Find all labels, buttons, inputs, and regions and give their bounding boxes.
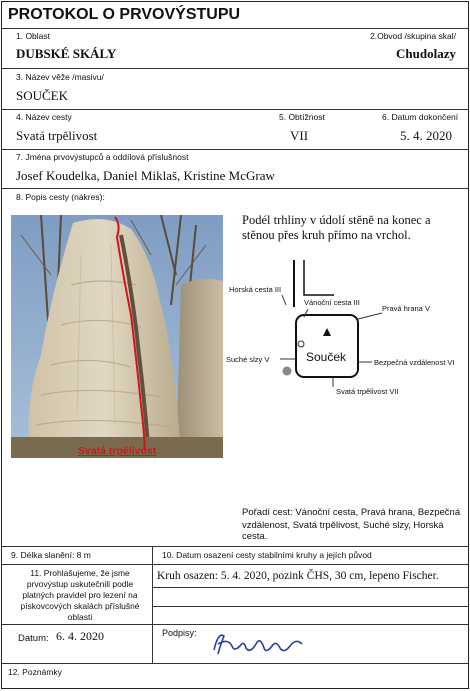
slaneni-label: 9. Délka slanění: 8 m [11,550,91,560]
cesta-value: Svatá trpělivost [16,128,98,143]
popis-text-line1: Podél trhliny v údolí stěně na konec a [242,213,431,227]
osazeni-value: Kruh osazen: 5. 4. 2020, pozink ČHS, 30 cm, lepeno Fischer. [157,570,439,582]
obvod-label: 2.Obvod /skupina skal/ [370,31,456,41]
poznamky-label: 12. Poznámky [8,667,62,677]
datum-label: Datum: [18,633,49,644]
datum-dokonceni-value: 5. 4. 2020 [400,128,452,143]
route-horska: Horská cesta III [229,285,282,294]
obtiznost-label: 5. Obtížnost [279,112,325,122]
obvod-value: Chudolazy [396,46,456,61]
route-photo [11,215,223,458]
prohlaseni-line: prvovýstup uskutečnili podle [26,579,134,589]
podpisy-label: Podpisy: [162,628,197,638]
oblast-value: DUBSKÉ SKÁLY [16,46,117,61]
route-vanocni: Vánoční cesta III [304,298,360,307]
datum-value: 6. 4. 2020 [56,629,104,643]
prohlaseni-line: platných pravidel pro lezení na [22,590,138,600]
route-bezpecna: Bezpečná vzdálenost VI [374,358,455,367]
datum-dokonceni-label: 6. Datum dokončení [382,112,459,122]
route-svata: Svatá trpělivost VII [336,387,399,396]
photo-caption: Svatá trpělivost [78,445,157,457]
popis-text-line2: stěnou přes kruh přímo na vrchol. [242,228,411,242]
popis-label: 8. Popis cesty (nákres): [16,192,105,202]
prohlaseni-line: oblasti [67,612,93,622]
prohlaseni-line: pískovcových skalách příslušné [20,601,140,611]
obtiznost-value: VII [290,128,309,143]
prohlaseni-line: 11. Prohlašujeme, že jsme [30,568,130,578]
vez-value: SOUČEK [16,88,69,103]
diagram-tower-name: Souček [306,350,347,364]
cesta-label: 4. Název cesty [16,112,72,122]
protocol-form [1,1,469,689]
route-suche: Suché slzy V [226,355,270,364]
poradi-line1: Pořadí cest: Vánoční cesta, Pravá hrana, Bezpečná [242,507,461,518]
osazeni-label: 10. Datum osazení cesty stabilními kruhy a jejích původ [162,550,372,560]
prvovystupci-label: 7. Jména prvovýstupců a oddílová příslušnost [16,152,189,162]
prvovystupci-value: Josef Koudelka, Daniel Miklaš, Kristine McGraw [16,168,275,183]
form-title: PROTOKOL O PRVOVÝSTUPU [8,6,241,23]
signature-image [210,628,310,658]
vez-label: 3. Název věže /masivu/ [16,72,104,82]
route-diagram [224,255,468,405]
prohlaseni-text [10,568,150,623]
poradi-line2: vzdálenost, Svatá trpělivost, Suché slzy, Horská cesta. [242,520,444,542]
oblast-label: 1. Oblast [16,31,51,41]
route-prava: Pravá hrana V [382,304,430,313]
